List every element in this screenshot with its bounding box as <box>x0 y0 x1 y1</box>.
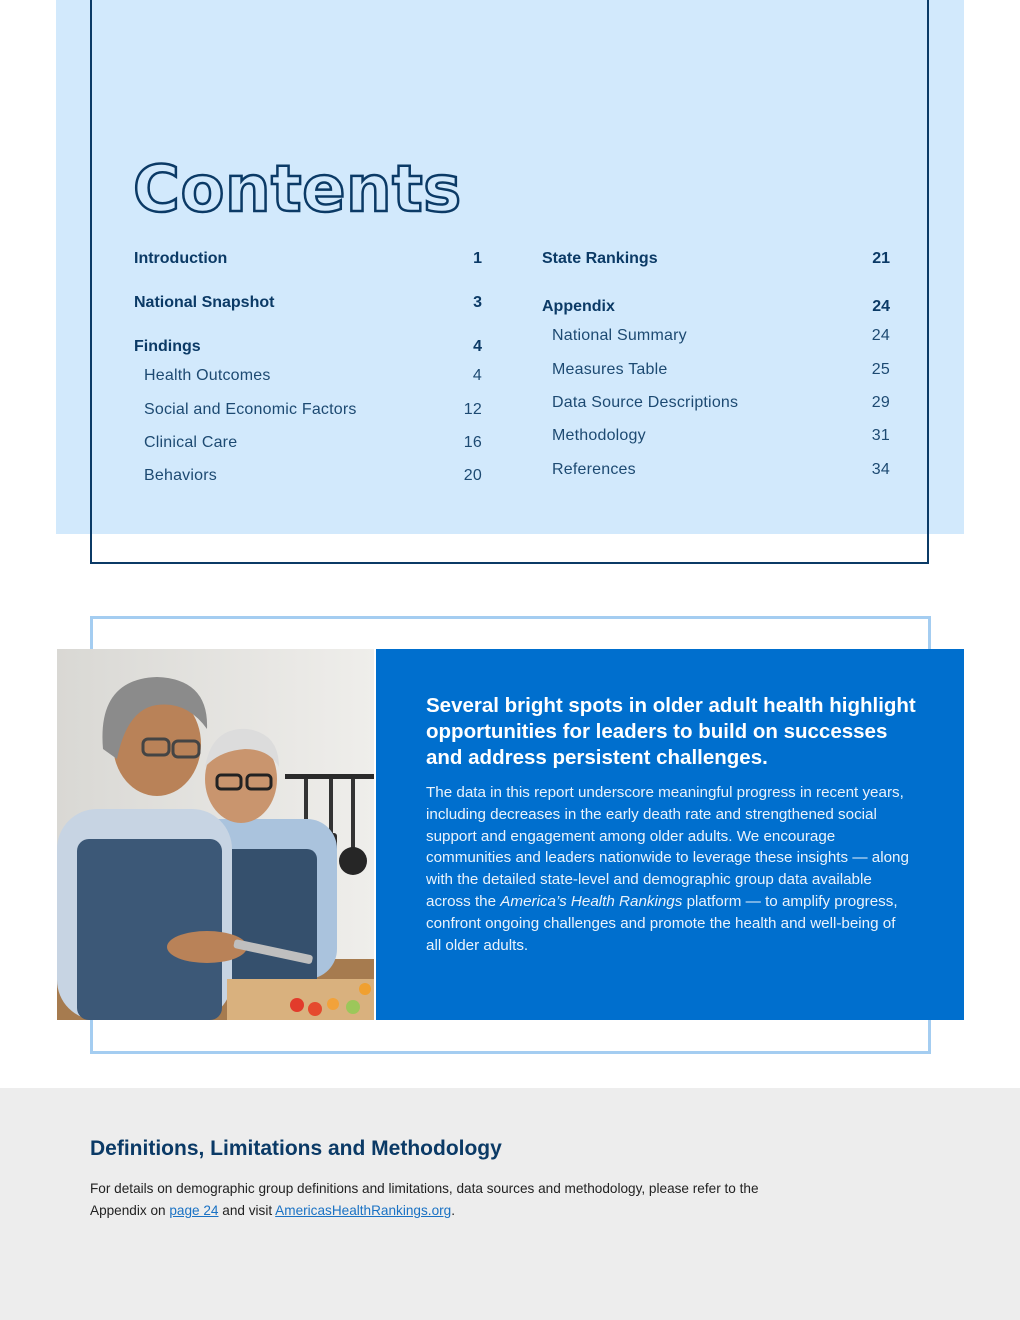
page-24-link[interactable]: page 24 <box>169 1203 219 1218</box>
definitions-text-start: For details on demographic group definitions and limitations, data sources and methodology, please refer to the Appendix on <box>90 1181 759 1218</box>
toc-entry-label: Methodology <box>552 427 646 444</box>
toc-entry[interactable] <box>552 327 890 345</box>
toc-entry-label: Measures Table <box>552 361 668 378</box>
toc-entry-page: 1 <box>473 250 482 267</box>
toc-entry[interactable] <box>552 394 890 412</box>
toc-entry-page: 31 <box>871 427 890 444</box>
toc-entry-page: 24 <box>871 327 890 344</box>
older-couple-cooking-photo <box>57 649 374 1020</box>
toc-entry-label: Findings <box>134 338 201 355</box>
toc-entry-page: 34 <box>871 461 890 478</box>
toc-entry[interactable] <box>552 427 890 445</box>
definitions-text <box>90 1178 770 1222</box>
toc-entry[interactable] <box>542 250 890 268</box>
toc-entry-label: State Rankings <box>542 250 658 267</box>
platform-name: America’s Health Rankings <box>500 892 683 910</box>
toc-entry-label: Social and Economic Factors <box>144 401 357 418</box>
toc-entry-label: Clinical Care <box>144 434 238 451</box>
definitions-text-mid: and visit <box>218 1203 276 1218</box>
highlight-heading: Several bright spots in older adult health highlight opportunities for leaders to build on successes and address persistent challenges. <box>426 694 916 769</box>
toc-entry[interactable] <box>144 434 482 452</box>
toc-entry-page: 4 <box>473 338 482 355</box>
definitions-title: Definitions, Limitations and Methodology <box>90 1137 502 1160</box>
toc-entry-page: 16 <box>463 434 482 451</box>
highlight-panel <box>376 649 964 1020</box>
toc-entry-label: National Snapshot <box>134 294 275 311</box>
toc-entry[interactable] <box>144 467 482 485</box>
toc-entry-label: Data Source Descriptions <box>552 394 739 411</box>
toc-entry-page: 29 <box>871 394 890 411</box>
photo-illustration <box>57 649 374 1020</box>
toc-entry-label: Introduction <box>134 250 228 267</box>
toc-entry-label: References <box>552 461 636 478</box>
toc-entry-label: National Summary <box>552 327 687 344</box>
toc-entry-label: Behaviors <box>144 467 217 484</box>
toc-entry[interactable] <box>134 338 482 356</box>
definitions-text-end: . <box>451 1203 455 1218</box>
toc-entry[interactable] <box>134 294 482 312</box>
toc-entry[interactable] <box>552 361 890 379</box>
toc-entry-page: 3 <box>473 294 482 311</box>
toc-entry-page: 12 <box>463 401 482 418</box>
toc-entry[interactable] <box>542 298 890 316</box>
highlight-body-end: platform — to amplify progress, confront ongoing challenges and promote the health and well-being of all older adults. <box>426 892 898 954</box>
toc-entry-page: 20 <box>463 467 482 484</box>
toc-entry-page: 25 <box>871 361 890 378</box>
toc-entry[interactable] <box>134 250 482 268</box>
toc-entry[interactable] <box>144 367 482 385</box>
toc-entry[interactable] <box>552 461 890 479</box>
toc-entry-page: 21 <box>872 250 890 267</box>
toc-entry-page: 24 <box>872 298 890 315</box>
highlight-body <box>426 782 912 956</box>
definitions-section <box>0 1088 1020 1320</box>
toc-entry-label: Health Outcomes <box>144 367 271 384</box>
toc-entry[interactable] <box>144 401 482 419</box>
toc-entry-label: Appendix <box>542 298 615 315</box>
contents-title: Contents <box>133 153 462 227</box>
toc-entry-page: 4 <box>472 367 482 384</box>
highlight-body-start: The data in this report underscore meaningful progress in recent years, including decreases in the early death rate and strengthened social support and engagement among older adults. We encourage communities and leaders nationwide to leverage these insights — along with the detailed state-level and demographic group data available across the <box>426 784 909 910</box>
americas-health-rankings-link[interactable]: AmericasHealthRankings.org <box>275 1203 452 1218</box>
